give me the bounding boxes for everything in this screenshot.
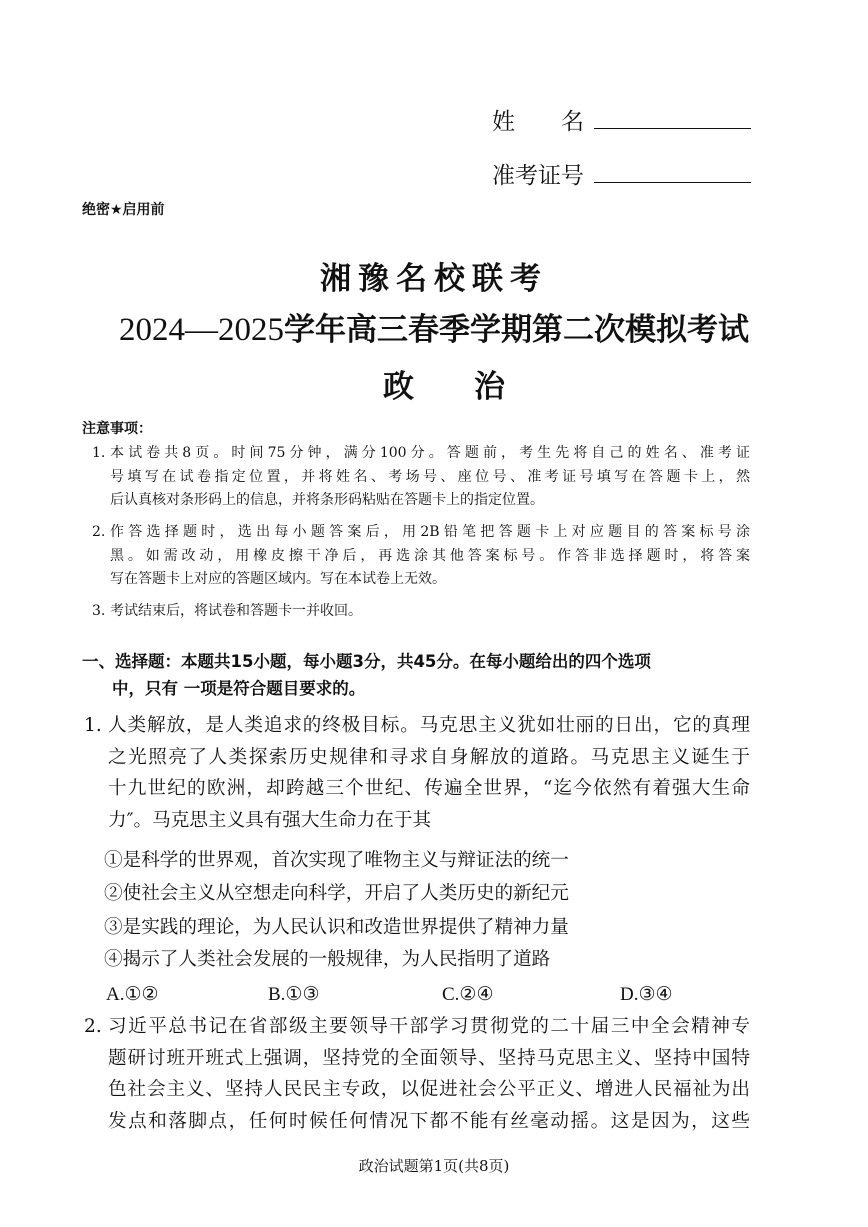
question-line: 之光照亮了人类探索历史规律和寻求自身解放的道路。马克思主义诞生于 — [108, 746, 750, 768]
notice-item-number: 3. — [92, 603, 106, 619]
question-line: 色社会主义、坚持人民民主专政，以促进社会公平正义、增进人民福祉为出 — [108, 1079, 750, 1100]
exam-title-line2 — [0, 304, 868, 349]
choice-b: B.①③ — [268, 984, 320, 1005]
notice-item-number: 2. — [92, 524, 106, 540]
question-line: 人类解放，是人类追求的终极目标。马克思主义犹如壮丽的日出，它的真理 — [108, 715, 750, 736]
name-field-line — [594, 127, 751, 129]
notice-line: 黑。如需改动，用橡皮擦干净后，再选涂其他答案标号。作答非选择题时，将答案 — [110, 547, 750, 564]
notice-line: 作答选择题时，选出每小题答案后，用2B铅笔把答题卡上对应题目的答案标号涂 — [110, 524, 750, 540]
notice-item — [92, 521, 750, 592]
question-number: 1. — [84, 715, 102, 736]
exam-id-field-line — [594, 181, 751, 183]
section-heading — [82, 648, 762, 702]
notice-item — [92, 600, 750, 624]
question-line: 习近平总书记在省部级主要领导干部学习贯彻党的二十届三中全会精神专 — [108, 1016, 750, 1037]
choice-d: D.③④ — [620, 984, 673, 1005]
question-line: 十九世纪的欧洲，却跨越三个世纪、传遍全世界，“迄今依然有着强大生命 — [108, 778, 750, 799]
section-heading-line2: 中，只有 一项是符合题目要求的。 — [112, 679, 366, 698]
statement-3: ③是实践的理论，为人民认识和改造世界提供了精神力量 — [104, 917, 569, 938]
question-2 — [84, 1011, 750, 1137]
notice-line: 写在答题卡上对应的答题区域内。写在本试卷上无效。 — [110, 571, 446, 587]
notice-item-number: 1. — [92, 445, 106, 461]
exam-title-line1: 湘豫名校联考 — [320, 261, 548, 297]
exam-id-label: 准考证号 — [492, 163, 584, 189]
exam-title-rest: 学年高三春季学期第二次模拟考试 — [284, 312, 749, 348]
statement-4: ④揭示了人类社会发展的一般规律，为人民指明了道路 — [104, 949, 551, 970]
subject-title: 政治 — [383, 369, 565, 405]
secret-mark: 绝密★启用前 — [82, 202, 165, 218]
page-footer: 政治试题第1页(共8页) — [358, 1157, 510, 1175]
notice-item — [92, 442, 750, 513]
question-line: 力″。马克思主义具有强大生命力在于其 — [108, 809, 432, 831]
question-1 — [84, 710, 750, 836]
school-year: 2024—2025 — [119, 312, 284, 348]
question-number: 2. — [84, 1016, 102, 1037]
notice-line: 考试结束后，将试卷和答题卡一并收回。 — [110, 603, 362, 619]
section-heading-line1: 一、选择题：本题共15小题，每小题3分，共45分。在每小题给出的四个选项 — [82, 652, 651, 671]
notice-line: 号填写在试卷指定位置，并将姓名、考场号、座位号、准考证号填写在答题卡上，然 — [110, 468, 750, 485]
statement-1: ①是科学的世界观，首次实现了唯物主义与辩证法的统一 — [104, 850, 569, 871]
notice-line: 本试卷共8页。时间75分钟，满分100分。答题前，考生先将自己的姓名、准考证 — [110, 445, 750, 461]
question-line: 题研讨班开班式上强调，坚持党的全面领导、坚持马克思主义、坚持中国特 — [108, 1047, 750, 1069]
statement-2: ②使社会主义从空想走向科学，开启了人类历史的新纪元 — [104, 883, 569, 904]
question-line: 发点和落脚点，任何时候任何情况下都不能有丝毫动摇。这是因为，这些 — [108, 1110, 750, 1132]
name-label: 姓 名 — [492, 109, 584, 135]
choice-c: C.②④ — [442, 984, 494, 1005]
notice-line: 后认真核对条形码上的信息，并将条形码粘贴在答题卡上的指定位置。 — [110, 492, 544, 508]
notice-heading: 注意事项： — [82, 421, 152, 437]
choice-a: A.①② — [106, 984, 159, 1005]
